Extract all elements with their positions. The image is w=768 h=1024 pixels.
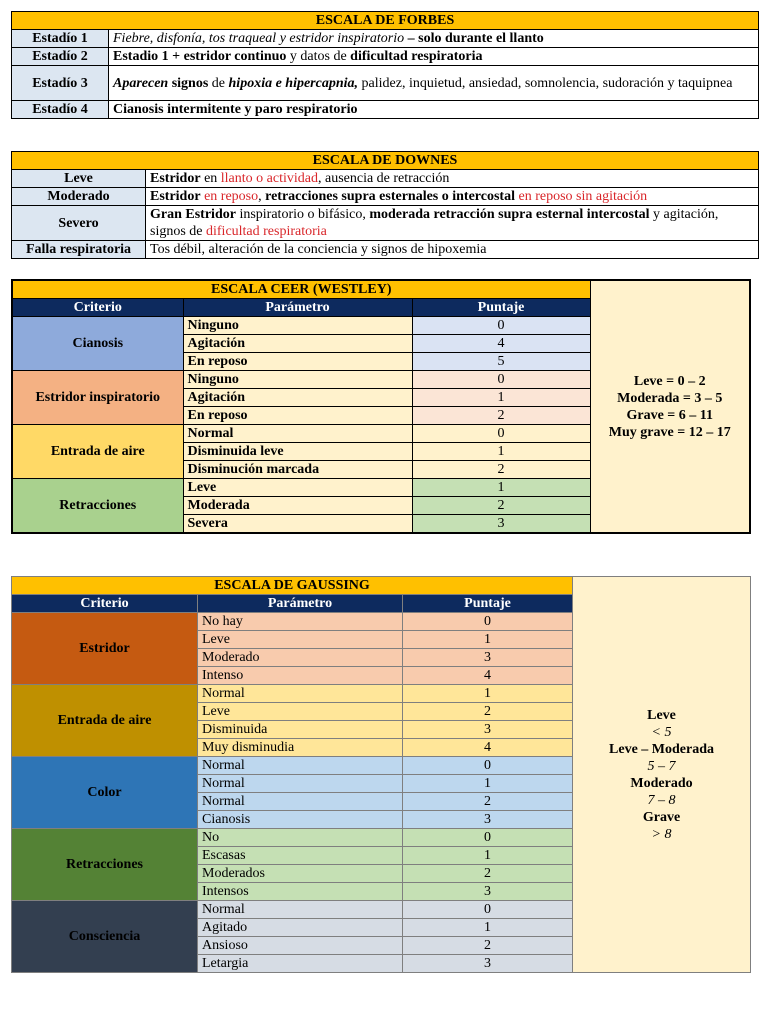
parameter-cell: Normal bbox=[198, 757, 403, 775]
severity-range: 7 – 8 bbox=[647, 792, 676, 808]
score-cell: 0 bbox=[403, 829, 573, 847]
score-cell: 1 bbox=[403, 919, 573, 937]
score-cell: 3 bbox=[403, 811, 573, 829]
gaussing-title: ESCALA DE GAUSSING bbox=[12, 577, 573, 595]
downes-level-label: Severo bbox=[12, 206, 146, 241]
score-cell: 2 bbox=[412, 497, 590, 515]
criterion-cell: Retracciones bbox=[12, 479, 183, 534]
parameter-cell: Ninguno bbox=[183, 317, 412, 335]
score-cell: 4 bbox=[403, 667, 573, 685]
column-header: Criterio bbox=[12, 299, 183, 317]
score-cell: 0 bbox=[403, 757, 573, 775]
score-cell: 3 bbox=[403, 721, 573, 739]
score-cell: 1 bbox=[412, 479, 590, 497]
parameter-cell: Agitación bbox=[183, 389, 412, 407]
forbes-stage-label: Estadío 2 bbox=[12, 48, 109, 66]
severity-label: Leve – Moderada bbox=[609, 741, 714, 757]
westley-title: ESCALA CEER (WESTLEY) bbox=[12, 280, 590, 299]
score-cell: 1 bbox=[412, 443, 590, 461]
severity-range: Moderada = 3 – 5 bbox=[617, 390, 723, 406]
parameter-cell: No hay bbox=[198, 613, 403, 631]
parameter-cell: Leve bbox=[198, 703, 403, 721]
criterion-cell: Estridor inspiratorio bbox=[12, 371, 183, 425]
parameter-cell: Normal bbox=[198, 793, 403, 811]
downes-title: ESCALA DE DOWNES bbox=[12, 152, 759, 170]
criterion-cell: Consciencia bbox=[12, 901, 198, 973]
column-header: Parámetro bbox=[183, 299, 412, 317]
forbes-stage-label: Estadío 3 bbox=[12, 66, 109, 101]
severity-label: Grave bbox=[642, 809, 681, 825]
downes-level-desc: Estridor en reposo, retracciones supra esternales o intercostal en reposo sin agitación bbox=[146, 188, 759, 206]
title-row bbox=[12, 577, 751, 595]
score-cell: 4 bbox=[412, 335, 590, 353]
score-cell: 0 bbox=[412, 317, 590, 335]
parameter-cell: Ansioso bbox=[198, 937, 403, 955]
downes-level-desc: Estridor en llanto o actividad, ausencia de retracción bbox=[146, 170, 759, 188]
parameter-cell: Cianosis bbox=[198, 811, 403, 829]
forbes-stage-desc: Estadio 1 + estridor continuo y datos de dificultad respiratoria bbox=[109, 48, 759, 66]
score-cell: 1 bbox=[403, 631, 573, 649]
parameter-cell: Normal bbox=[183, 425, 412, 443]
gaussing-severity-summary bbox=[573, 577, 751, 973]
score-cell: 0 bbox=[403, 901, 573, 919]
severity-range: Leve = 0 – 2 bbox=[633, 373, 706, 389]
forbes-stage-desc: Aparecen signos de hipoxia e hipercapnia, palidez, inquietud, ansiedad, somnolencia, sudoración y taquipnea bbox=[109, 66, 759, 101]
severity-range: < 5 bbox=[651, 724, 672, 740]
parameter-cell: En reposo bbox=[183, 407, 412, 425]
severity-range: > 8 bbox=[651, 826, 672, 842]
westley-table bbox=[11, 279, 751, 534]
column-header: Criterio bbox=[12, 595, 198, 613]
westley-severity-summary bbox=[590, 280, 750, 533]
parameter-cell: Moderada bbox=[183, 497, 412, 515]
downes-level-label: Moderado bbox=[12, 188, 146, 206]
downes-level-label: Leve bbox=[12, 170, 146, 188]
parameter-cell: No bbox=[198, 829, 403, 847]
score-cell: 1 bbox=[403, 685, 573, 703]
parameter-cell: Agitado bbox=[198, 919, 403, 937]
parameter-cell: Agitación bbox=[183, 335, 412, 353]
parameter-cell: Disminuida leve bbox=[183, 443, 412, 461]
severity-range: 5 – 7 bbox=[647, 758, 676, 774]
criterion-cell: Color bbox=[12, 757, 198, 829]
score-cell: 1 bbox=[403, 775, 573, 793]
parameter-cell: Moderados bbox=[198, 865, 403, 883]
parameter-cell: Normal bbox=[198, 901, 403, 919]
score-cell: 5 bbox=[412, 353, 590, 371]
title-row bbox=[12, 280, 750, 299]
column-header: Parámetro bbox=[198, 595, 403, 613]
score-cell: 0 bbox=[412, 371, 590, 389]
parameter-cell: Leve bbox=[198, 631, 403, 649]
parameter-cell: Disminución marcada bbox=[183, 461, 412, 479]
table-row bbox=[12, 241, 759, 259]
column-header: Puntaje bbox=[403, 595, 573, 613]
parameter-cell: Escasas bbox=[198, 847, 403, 865]
parameter-cell: Ninguno bbox=[183, 371, 412, 389]
table-row bbox=[12, 66, 759, 101]
forbes-stage-desc: Fiebre, disfonía, tos traqueal y estridor inspiratorio – solo durante el llanto bbox=[109, 30, 759, 48]
table-row bbox=[12, 101, 759, 119]
score-cell: 2 bbox=[403, 865, 573, 883]
downes-level-desc: Tos débil, alteración de la conciencia y signos de hipoxemia bbox=[146, 241, 759, 259]
forbes-title: ESCALA DE FORBES bbox=[12, 12, 759, 30]
parameter-cell: En reposo bbox=[183, 353, 412, 371]
parameter-cell: Moderado bbox=[198, 649, 403, 667]
score-cell: 3 bbox=[403, 649, 573, 667]
criterion-cell: Entrada de aire bbox=[12, 685, 198, 757]
parameter-cell: Muy disminudia bbox=[198, 739, 403, 757]
parameter-cell: Disminuida bbox=[198, 721, 403, 739]
forbes-stage-label: Estadío 4 bbox=[12, 101, 109, 119]
table-row bbox=[12, 206, 759, 241]
severity-range: Muy grave = 12 – 17 bbox=[608, 424, 731, 440]
parameter-cell: Leve bbox=[183, 479, 412, 497]
parameter-cell: Normal bbox=[198, 775, 403, 793]
downes-level-label: Falla respiratoria bbox=[12, 241, 146, 259]
score-cell: 3 bbox=[403, 883, 573, 901]
parameter-cell: Normal bbox=[198, 685, 403, 703]
score-cell: 2 bbox=[403, 703, 573, 721]
downes-level-desc: Gran Estridor inspiratorio o bifásico, moderada retracción supra esternal intercostal y agitación, signos de dificultad respiratoria bbox=[146, 206, 759, 241]
table-row bbox=[12, 30, 759, 48]
forbes-table bbox=[11, 11, 759, 119]
parameter-cell: Letargia bbox=[198, 955, 403, 973]
score-cell: 1 bbox=[412, 389, 590, 407]
score-cell: 4 bbox=[403, 739, 573, 757]
score-cell: 2 bbox=[412, 461, 590, 479]
score-cell: 3 bbox=[412, 515, 590, 534]
score-cell: 2 bbox=[412, 407, 590, 425]
score-cell: 2 bbox=[403, 937, 573, 955]
severity-label: Moderado bbox=[630, 775, 693, 791]
score-cell: 3 bbox=[403, 955, 573, 973]
table-row bbox=[12, 170, 759, 188]
table-row bbox=[12, 188, 759, 206]
parameter-cell: Severa bbox=[183, 515, 412, 534]
score-cell: 1 bbox=[403, 847, 573, 865]
score-cell: 0 bbox=[403, 613, 573, 631]
forbes-stage-label: Estadío 1 bbox=[12, 30, 109, 48]
parameter-cell: Intensos bbox=[198, 883, 403, 901]
criterion-cell: Cianosis bbox=[12, 317, 183, 371]
gaussing-table bbox=[11, 576, 751, 973]
downes-table bbox=[11, 151, 759, 259]
score-cell: 0 bbox=[412, 425, 590, 443]
criterion-cell: Estridor bbox=[12, 613, 198, 685]
severity-label: Leve bbox=[647, 707, 676, 723]
parameter-cell: Intenso bbox=[198, 667, 403, 685]
forbes-stage-desc: Cianosis intermitente y paro respiratorio bbox=[109, 101, 759, 119]
severity-range: Grave = 6 – 11 bbox=[626, 407, 714, 423]
criterion-cell: Retracciones bbox=[12, 829, 198, 901]
criterion-cell: Entrada de aire bbox=[12, 425, 183, 479]
score-cell: 2 bbox=[403, 793, 573, 811]
table-row bbox=[12, 48, 759, 66]
column-header: Puntaje bbox=[412, 299, 590, 317]
